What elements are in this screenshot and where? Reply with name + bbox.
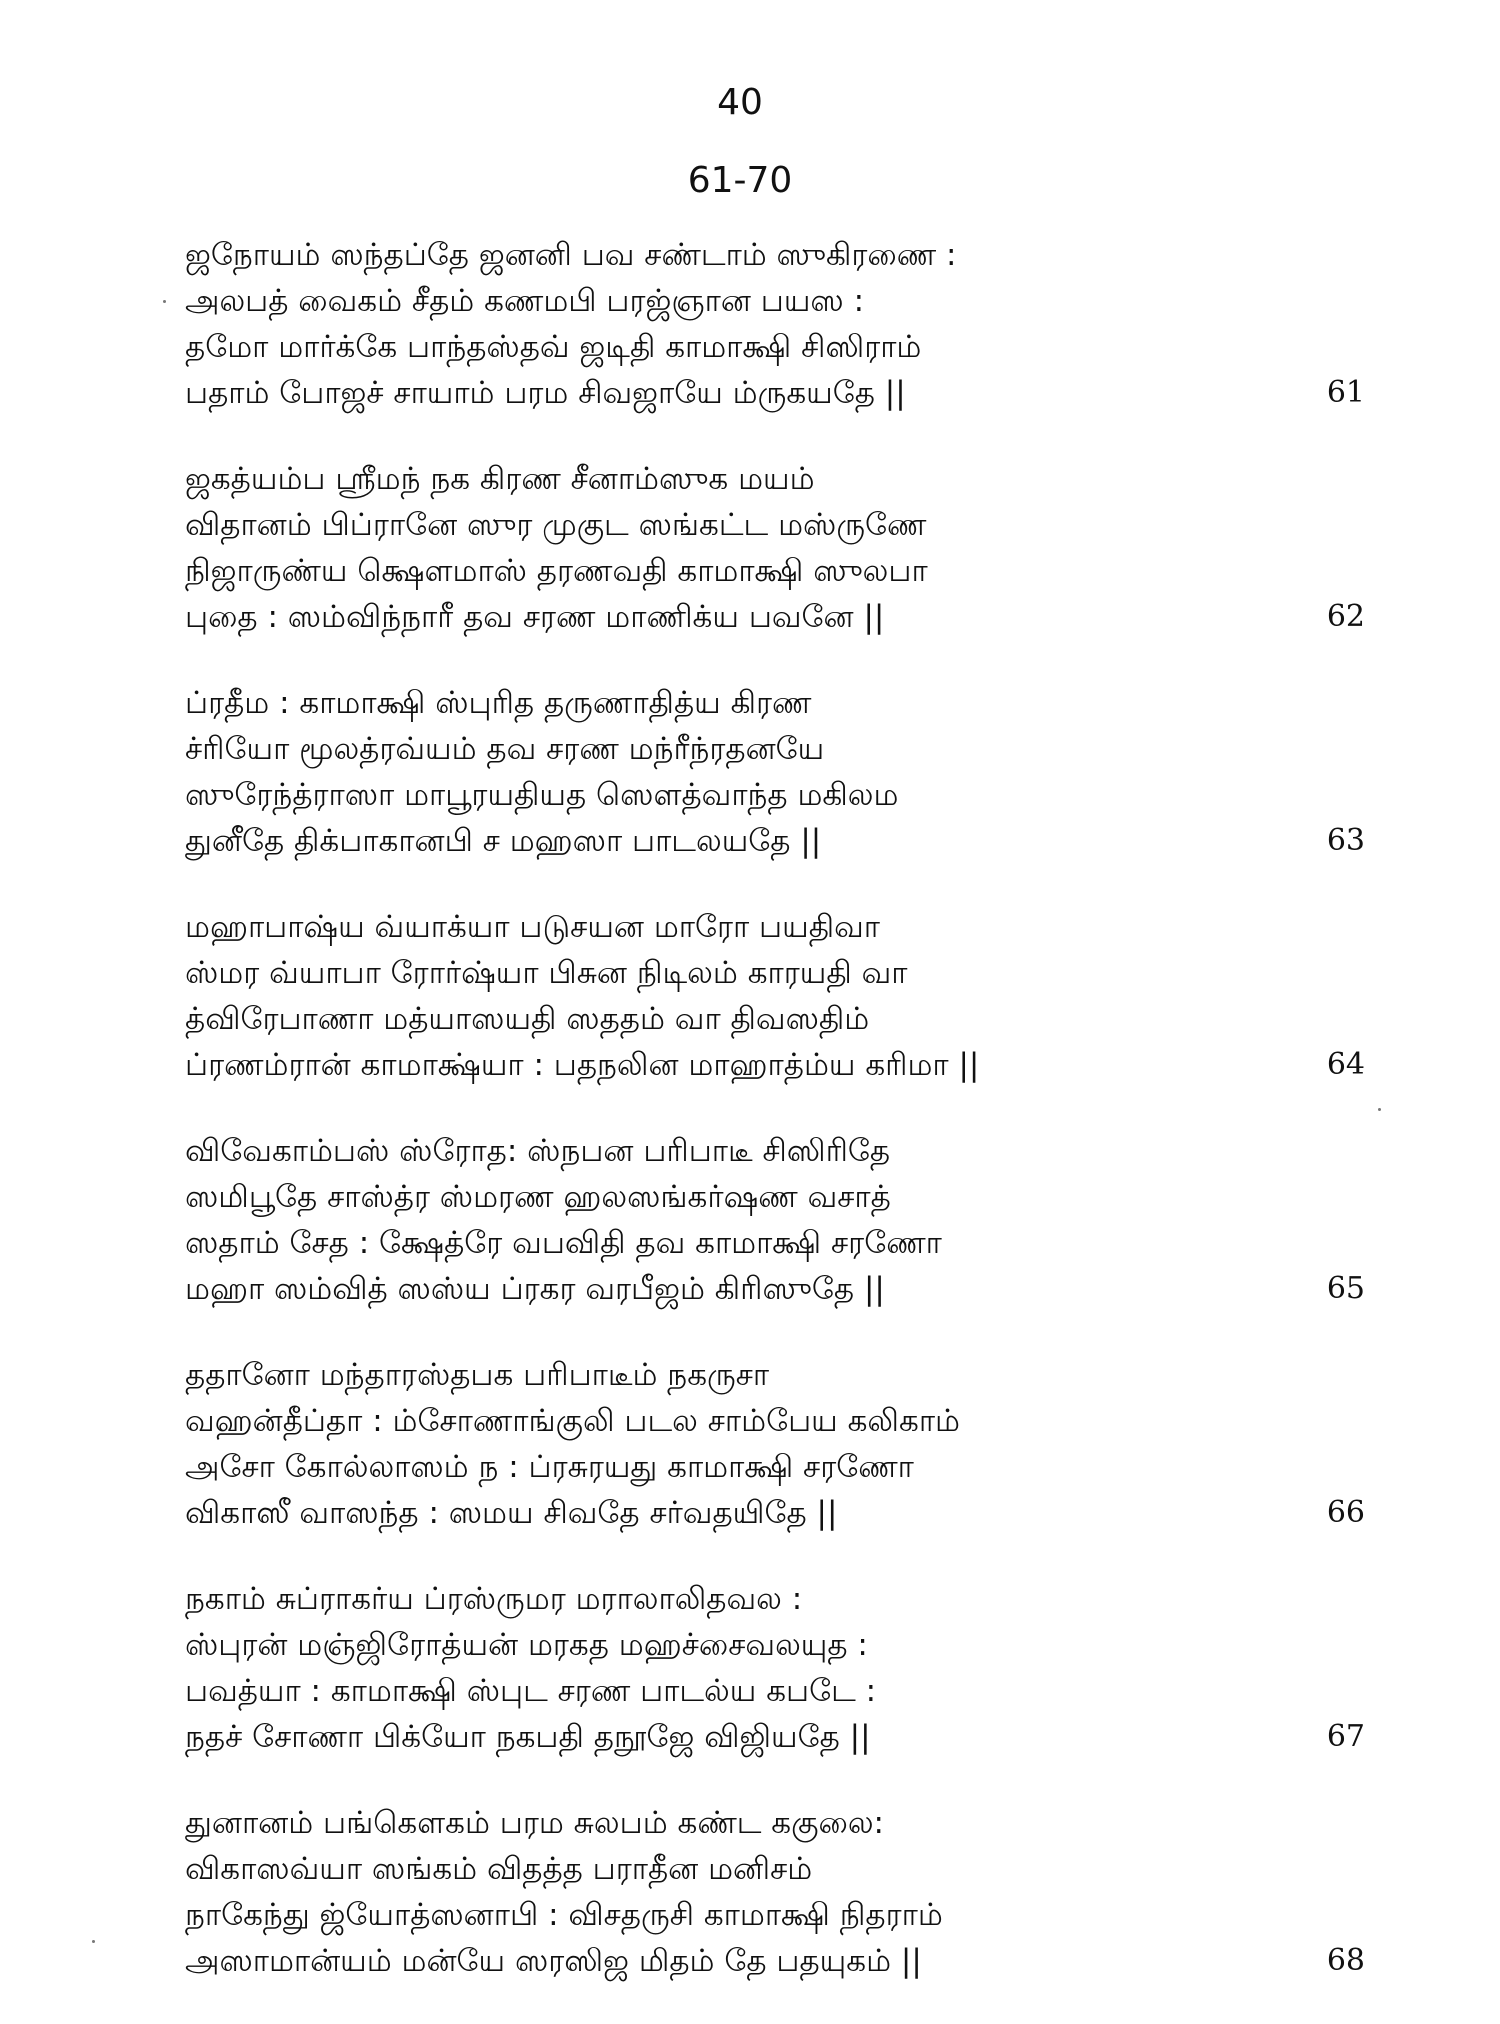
verse-line: ஜநோயம் ஸந்தப்தே ஜனனி பவ சண்டாம் ஸுகிரணை :	[185, 237, 957, 273]
verse-63	[185, 680, 1365, 904]
verse-line: அலபத் வைகம் சீதம் கணமபி பரஜ்ஞான பயஸ :	[185, 283, 865, 319]
scan-speck	[92, 1940, 95, 1943]
verse-line: அசோ கோல்லாஸம் ந : ப்ரசுரயது காமாக்ஷி சரணோ	[185, 1449, 914, 1485]
verse-line: ததானோ மந்தாரஸ்தபக பரிபாடீம் நகருசா	[185, 1357, 770, 1393]
verse-66	[185, 1352, 1365, 1576]
verse-line: விகாஸவ்யா ஸங்கம் விதத்த பராதீன மனிசம்	[185, 1851, 813, 1887]
verse-range-heading: 61-70	[687, 160, 793, 201]
verse-line: அஸாமான்யம் மன்யே ஸரஸிஜ மிதம் தே பதயுகம் ||	[185, 1943, 922, 1979]
verse-line: நதச் சோணா பிக்யோ நகபதி தநூஜே விஜியதே ||	[185, 1719, 871, 1755]
verse-62	[185, 456, 1365, 680]
verse-67	[185, 1576, 1365, 1800]
verse-line: துனானம் பங்கௌகம் பரம சுலபம் கண்ட ககுலை:	[185, 1805, 884, 1841]
verse-line: துனீதே திக்பாகானபி ச மஹஸா பாடலயதே ||	[185, 823, 822, 859]
verse-number: 67	[1326, 1719, 1365, 1754]
verse-line: தமோ மார்க்கே பாந்தஸ்தவ் ஜடிதி காமாக்ஷி சிஸிராம்	[185, 329, 922, 365]
verse-line: ஸமிபூதே சாஸ்த்ர ஸ்மரண ஹலஸங்கர்ஷண வசாத்	[185, 1179, 891, 1215]
verse-line: ச்ரியோ மூலத்ரவ்யம் தவ சரண மந்ரீந்ரதனயே	[185, 731, 825, 767]
verse-number: 63	[1326, 823, 1365, 858]
verse-line: நகாம் சுப்ராகர்ய ப்ரஸ்ருமர மராலாலிதவல :	[185, 1581, 803, 1617]
verse-line: பவத்யா : காமாக்ஷி ஸ்புட சரண பாடல்ய கபடே :	[185, 1673, 877, 1709]
verse-line: விகாஸீ வாஸந்த : ஸமய சிவதே சர்வதயிதே ||	[185, 1495, 838, 1531]
verse-list	[185, 232, 1365, 2024]
verse-number: 62	[1326, 599, 1365, 634]
verse-line: புதை : ஸம்விந்நாரீ தவ சரண மாணிக்ய பவனே ||	[185, 599, 885, 635]
verse-number: 66	[1326, 1495, 1365, 1530]
verse-number: 68	[1326, 1943, 1365, 1978]
verse-number: 65	[1326, 1271, 1365, 1306]
verse-number: 61	[1326, 375, 1365, 410]
verse-line: ப்ரதீம : காமாக்ஷி ஸ்புரித தருணாதித்ய கிரண	[185, 685, 812, 721]
page-number: 40	[717, 82, 763, 123]
verse-line: ஜகத்யம்ப ஸ்ரீமந் நக கிரண சீனாம்ஸுக மயம்	[185, 461, 815, 497]
verse-line: வஹன்தீப்தா : ம்சோணாங்குலி படல சாம்பேய கலிகாம்	[185, 1403, 960, 1439]
verse-line: விவேகாம்பஸ் ஸ்ரோத: ஸ்நபன பரிபாடீ சிஸிரிதே	[185, 1133, 891, 1169]
verse-line: ப்ரணம்ரான் காமாக்ஷ்யா : பதநலின மாஹாத்ம்ய கரிமா ||	[185, 1047, 980, 1083]
verse-line: ஸதாம் சேத : க்ஷேத்ரே வபவிதி தவ காமாக்ஷி சரணோ	[185, 1225, 942, 1261]
verse-number: 64	[1326, 1047, 1365, 1082]
verse-line: பதாம் போஜச் சாயாம் பரம சிவஜாயே ம்ருகயதே ||	[185, 375, 906, 411]
verse-line: ஸ்புரன் மஞ்ஜிரோத்யன் மரகத மஹச்சைவலயுத :	[185, 1627, 868, 1663]
verse-61	[185, 232, 1365, 456]
verse-line: நிஜாருண்ய க்ஷௌமாஸ் தரணவதி காமாக்ஷி ஸுலபா	[185, 553, 928, 589]
verse-line: மஹா ஸம்வித் ஸஸ்ய ப்ரகர வரபீஜம் கிரிஸுதே ||	[185, 1271, 885, 1307]
verse-64	[185, 904, 1365, 1128]
scan-speck	[1378, 1108, 1381, 1111]
verse-line: நாகேந்து ஜ்யோத்ஸனாபி : விசதருசி காமாக்ஷி நிதராம்	[185, 1897, 943, 1933]
verse-line: விதானம் பிப்ரானே ஸுர முகுட ஸங்கட்ட மஸ்ருணே	[185, 507, 927, 543]
scan-speck	[163, 300, 166, 303]
verse-65	[185, 1128, 1365, 1352]
verse-68	[185, 1800, 1365, 2024]
verse-line: த்விரேபாணா மத்யாஸயதி ஸததம் வா திவஸதிம்	[185, 1001, 870, 1037]
verse-line: மஹாபாஷ்ய வ்யாக்யா படுசயன மாரோ பயதிவா	[185, 909, 880, 945]
verse-line: ஸுரேந்த்ராஸா மாபூரயதியத ஸௌத்வாந்த மகிலம	[185, 777, 899, 813]
verse-line: ஸ்மர வ்யாபா ரோர்ஷ்யா பிசுன நிடிலம் காரயதி வா	[185, 955, 908, 991]
